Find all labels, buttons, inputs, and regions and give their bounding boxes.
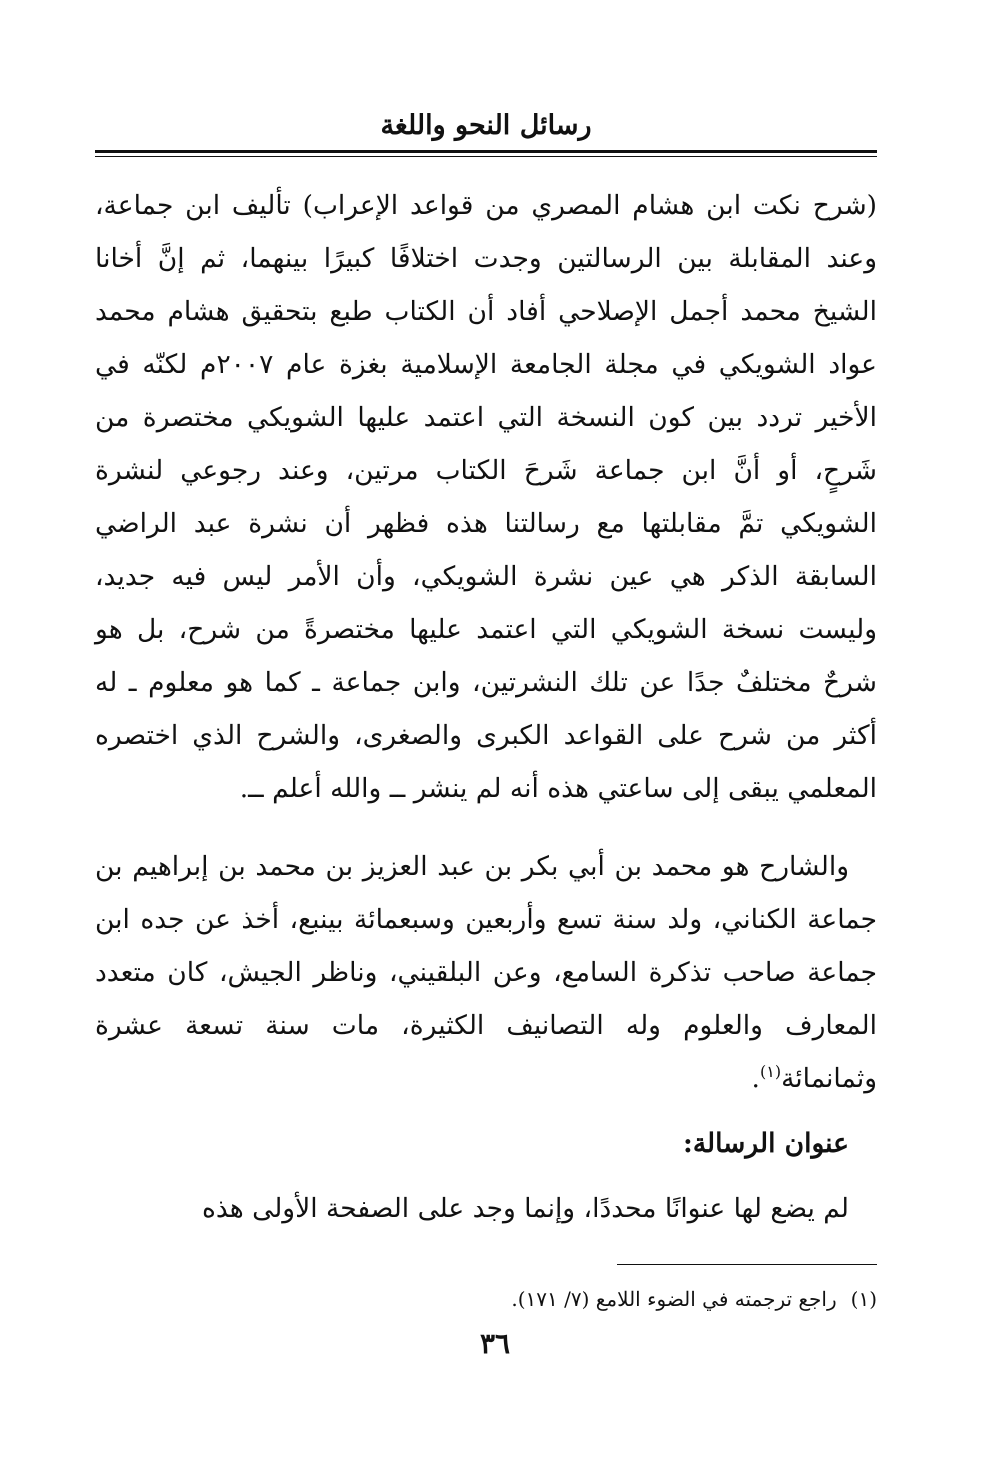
- footnote-reference[interactable]: (١): [759, 1062, 782, 1082]
- footnote-number: (١): [850, 1287, 877, 1311]
- page: [95, 100, 877, 1235]
- paragraph-2-end: .: [751, 1063, 760, 1094]
- page-number: ٣٦: [479, 1327, 511, 1360]
- paragraph-2-text: والشارح هو محمد بن أبي بكر بن عبد العزيز بن محمد بن إبراهيم بن جماعة الكناني، ولد سنة تسع وأربعين وسبعمائة بينبع، أخذ عن جده ابن جماعة صاحب تذكرة السامع، وعن البلقيني، وناظر الجيش، كان متعدد المعارف والعلوم وله التصانيف الكثيرة، مات سنة تسعة عشرة وثمانمائة: [95, 851, 877, 1094]
- running-title: رسائل النحو واللغة: [380, 110, 592, 141]
- footnote: [97, 1282, 877, 1316]
- paragraph-3: لم يضع لها عنوانًا محددًا، وإنما وجد على الصفحة الأولى هذه: [201, 1193, 849, 1224]
- paragraph-1: (شرح نكت ابن هشام المصري من قواعد الإعراب) تأليف ابن جماعة، وعند المقابلة بين الرسالتين وجدت اختلافًا كبيرًا بينهما، ثم إنَّ أخانا الشيخ محمد أجمل الإصلاحي أفاد أن الكتاب طبع بتحقيق هشام محمد عواد الشويكي في مجلة الجامعة الإسلامية بغزة عام ٢٠٠٧م لكنّه في الأخير تردد بين كون النسخة التي اعتمد عليها الشويكي مختصرة من شَرحٍ، أو أنَّ ابن جماعة شَرحَ الكتاب مرتين، وعند رجوعي لنشرة الشويكي تمَّ مقابلتها مع رسالتنا هذه فظهر أن نشرة عبد الراضي السابقة الذكر هي عين نشرة الشويكي، وأن الأمر ليس فيه جديد، وليست نسخة الشويكي التي اعتمد عليها مختصرةً من شرح، بل هو شرحٌ مختلفٌ جدًا عن تلك النشرتين، وابن جماعة ـ كما هو معلوم ـ له أكثر من شرح على القواعد الكبرى والصغرى، والشرح الذي اختصره المعلمي يبقى إلى ساعتي هذه أنه لم ينشر ــ والله أعلم ــ.: [95, 190, 877, 804]
- footnote-text: راجع ترجمته في الضوء اللامع (٧/ ١٧١).: [511, 1287, 837, 1311]
- header-rule-thick: [95, 150, 877, 153]
- header-rule-thin: [95, 156, 877, 157]
- footnote-separator: [617, 1264, 877, 1265]
- section-heading: عنوان الرسالة:: [683, 1128, 849, 1159]
- body-text: [95, 179, 877, 1235]
- paragraph-2: [95, 840, 877, 1105]
